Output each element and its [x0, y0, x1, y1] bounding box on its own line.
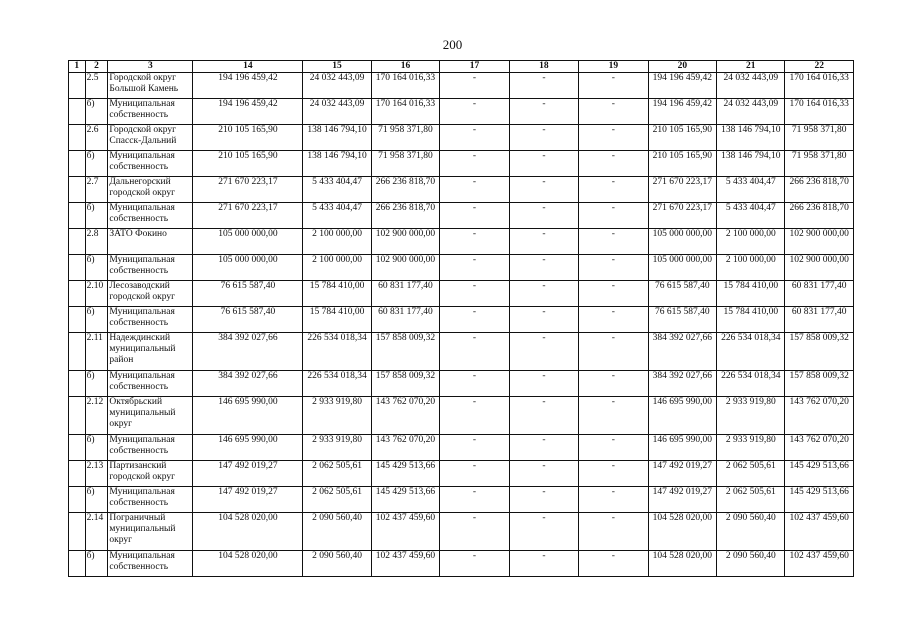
col-21-value: 138 146 794,10	[717, 151, 785, 177]
municipality-name: Городской округ Большой Камень	[108, 73, 193, 99]
col-21-value: 226 534 018,34	[717, 333, 785, 371]
municipality-name: Городской округ Спасск-Дальний	[108, 125, 193, 151]
col-1	[69, 551, 86, 577]
col-22-value: 170 164 016,33	[785, 73, 854, 99]
row-number: б)	[85, 99, 108, 125]
municipality-name: Муниципальная собственность	[108, 487, 193, 513]
col-16-value: 266 236 818,70	[371, 203, 439, 229]
col-19-value: -	[579, 151, 648, 177]
col-15-value: 2 062 505,61	[303, 487, 371, 513]
municipality-name: ЗАТО Фокино	[108, 229, 193, 255]
col-20-value: 271 670 223,17	[648, 177, 716, 203]
row-number: 2.12	[85, 397, 108, 435]
table-row	[69, 125, 854, 151]
table-row	[69, 333, 854, 371]
col-19-value: -	[579, 99, 648, 125]
municipality-name: Дальнегорский городской округ	[108, 177, 193, 203]
col-18-value: -	[509, 125, 578, 151]
col-21-value: 226 534 018,34	[717, 371, 785, 397]
row-number: б)	[85, 203, 108, 229]
table-row	[69, 255, 854, 281]
col-22-value: 102 900 000,00	[785, 255, 854, 281]
col-14-value: 271 670 223,17	[193, 177, 303, 203]
col-16-value: 170 164 016,33	[371, 99, 439, 125]
col-22-value: 145 429 513,66	[785, 487, 854, 513]
table-body	[69, 73, 854, 577]
col-22-value: 145 429 513,66	[785, 461, 854, 487]
col-18-value: -	[509, 513, 578, 551]
col-1	[69, 255, 86, 281]
col-17-value: -	[440, 333, 509, 371]
col-17-value: -	[440, 229, 509, 255]
col-1	[69, 435, 86, 461]
col-19-value: -	[579, 461, 648, 487]
table-row	[69, 151, 854, 177]
col-21-value: 15 784 410,00	[717, 281, 785, 307]
col-18-value: -	[509, 397, 578, 435]
municipality-name: Муниципальная собственность	[108, 307, 193, 333]
col-20-value: 146 695 990,00	[648, 435, 716, 461]
table-row	[69, 513, 854, 551]
col-20-value: 271 670 223,17	[648, 203, 716, 229]
col-19-value: -	[579, 371, 648, 397]
col-20-value: 384 392 027,66	[648, 371, 716, 397]
col-16-value: 170 164 016,33	[371, 73, 439, 99]
col-17-value: -	[440, 461, 509, 487]
column-header-16: 16	[371, 61, 439, 73]
column-header-15: 15	[303, 61, 371, 73]
col-21-value: 2 090 560,40	[717, 513, 785, 551]
col-14-value: 104 528 020,00	[193, 513, 303, 551]
row-number: 2.7	[85, 177, 108, 203]
col-1	[69, 371, 86, 397]
row-number: б)	[85, 151, 108, 177]
col-1	[69, 307, 86, 333]
col-14-value: 271 670 223,17	[193, 203, 303, 229]
col-16-value: 266 236 818,70	[371, 177, 439, 203]
table-row	[69, 73, 854, 99]
col-20-value: 76 615 587,40	[648, 281, 716, 307]
col-16-value: 143 762 070,20	[371, 435, 439, 461]
col-15-value: 5 433 404,47	[303, 177, 371, 203]
col-20-value: 147 492 019,27	[648, 461, 716, 487]
col-17-value: -	[440, 73, 509, 99]
col-19-value: -	[579, 307, 648, 333]
col-16-value: 71 958 371,80	[371, 151, 439, 177]
col-19-value: -	[579, 203, 648, 229]
row-number: б)	[85, 435, 108, 461]
row-number: 2.11	[85, 333, 108, 371]
col-21-value: 24 032 443,09	[717, 73, 785, 99]
col-22-value: 60 831 177,40	[785, 281, 854, 307]
row-number: 2.6	[85, 125, 108, 151]
column-header-19: 19	[579, 61, 648, 73]
table-row	[69, 435, 854, 461]
row-number: 2.14	[85, 513, 108, 551]
municipality-name: Муниципальная собственность	[108, 203, 193, 229]
col-14-value: 146 695 990,00	[193, 435, 303, 461]
col-21-value: 2 933 919,80	[717, 397, 785, 435]
col-18-value: -	[509, 281, 578, 307]
col-22-value: 143 762 070,20	[785, 397, 854, 435]
col-16-value: 102 900 000,00	[371, 255, 439, 281]
col-17-value: -	[440, 551, 509, 577]
column-header-14: 14	[193, 61, 303, 73]
col-19-value: -	[579, 255, 648, 281]
municipality-name: Лесозаводский городской округ	[108, 281, 193, 307]
col-18-value: -	[509, 461, 578, 487]
municipality-name: Муниципальная собственность	[108, 151, 193, 177]
col-14-value: 194 196 459,42	[193, 73, 303, 99]
col-20-value: 146 695 990,00	[648, 397, 716, 435]
column-header-22: 22	[785, 61, 854, 73]
col-21-value: 2 100 000,00	[717, 255, 785, 281]
col-18-value: -	[509, 435, 578, 461]
col-18-value: -	[509, 203, 578, 229]
col-18-value: -	[509, 551, 578, 577]
row-number: б)	[85, 487, 108, 513]
col-17-value: -	[440, 435, 509, 461]
col-14-value: 105 000 000,00	[193, 255, 303, 281]
col-18-value: -	[509, 371, 578, 397]
col-21-value: 2 062 505,61	[717, 487, 785, 513]
row-number: 2.10	[85, 281, 108, 307]
col-20-value: 147 492 019,27	[648, 487, 716, 513]
col-14-value: 384 392 027,66	[193, 333, 303, 371]
col-15-value: 2 062 505,61	[303, 461, 371, 487]
col-22-value: 266 236 818,70	[785, 177, 854, 203]
col-18-value: -	[509, 229, 578, 255]
col-15-value: 15 784 410,00	[303, 307, 371, 333]
col-15-value: 226 534 018,34	[303, 333, 371, 371]
col-20-value: 104 528 020,00	[648, 551, 716, 577]
table-row	[69, 551, 854, 577]
col-20-value: 105 000 000,00	[648, 229, 716, 255]
municipality-name: Муниципальная собственность	[108, 551, 193, 577]
row-number: 2.13	[85, 461, 108, 487]
col-15-value: 138 146 794,10	[303, 125, 371, 151]
municipality-name: Октябрьский муниципальный округ	[108, 397, 193, 435]
col-1	[69, 461, 86, 487]
col-1	[69, 99, 86, 125]
col-21-value: 5 433 404,47	[717, 177, 785, 203]
col-16-value: 157 858 009,32	[371, 333, 439, 371]
municipality-name: Муниципальная собственность	[108, 435, 193, 461]
col-15-value: 24 032 443,09	[303, 73, 371, 99]
col-22-value: 60 831 177,40	[785, 307, 854, 333]
table-row	[69, 397, 854, 435]
col-17-value: -	[440, 397, 509, 435]
col-22-value: 157 858 009,32	[785, 333, 854, 371]
column-header-21: 21	[717, 61, 785, 73]
table-row	[69, 307, 854, 333]
col-1	[69, 177, 86, 203]
col-14-value: 384 392 027,66	[193, 371, 303, 397]
col-19-value: -	[579, 487, 648, 513]
column-header-18: 18	[509, 61, 578, 73]
col-15-value: 226 534 018,34	[303, 371, 371, 397]
col-14-value: 76 615 587,40	[193, 307, 303, 333]
col-21-value: 5 433 404,47	[717, 203, 785, 229]
col-1	[69, 397, 86, 435]
col-18-value: -	[509, 99, 578, 125]
budget-table	[68, 60, 854, 577]
col-22-value: 102 900 000,00	[785, 229, 854, 255]
row-number: б)	[85, 307, 108, 333]
col-16-value: 157 858 009,32	[371, 371, 439, 397]
col-19-value: -	[579, 513, 648, 551]
col-20-value: 194 196 459,42	[648, 73, 716, 99]
col-1	[69, 229, 86, 255]
col-18-value: -	[509, 487, 578, 513]
col-1	[69, 487, 86, 513]
col-21-value: 2 062 505,61	[717, 461, 785, 487]
col-19-value: -	[579, 73, 648, 99]
row-number: б)	[85, 551, 108, 577]
col-22-value: 143 762 070,20	[785, 435, 854, 461]
col-22-value: 157 858 009,32	[785, 371, 854, 397]
col-1	[69, 513, 86, 551]
col-16-value: 71 958 371,80	[371, 125, 439, 151]
col-16-value: 145 429 513,66	[371, 461, 439, 487]
row-number: б)	[85, 371, 108, 397]
col-16-value: 102 437 459,60	[371, 513, 439, 551]
col-17-value: -	[440, 307, 509, 333]
col-22-value: 170 164 016,33	[785, 99, 854, 125]
col-20-value: 104 528 020,00	[648, 513, 716, 551]
col-20-value: 76 615 587,40	[648, 307, 716, 333]
col-20-value: 210 105 165,90	[648, 125, 716, 151]
header-row	[69, 61, 854, 73]
col-22-value: 102 437 459,60	[785, 513, 854, 551]
column-header-2: 2	[85, 61, 108, 73]
col-19-value: -	[579, 397, 648, 435]
col-14-value: 146 695 990,00	[193, 397, 303, 435]
col-18-value: -	[509, 73, 578, 99]
page-number: 200	[442, 37, 463, 52]
col-18-value: -	[509, 151, 578, 177]
col-14-value: 210 105 165,90	[193, 151, 303, 177]
table-row	[69, 461, 854, 487]
col-15-value: 2 933 919,80	[303, 435, 371, 461]
column-header-20: 20	[648, 61, 716, 73]
col-1	[69, 281, 86, 307]
col-22-value: 71 958 371,80	[785, 125, 854, 151]
col-21-value: 138 146 794,10	[717, 125, 785, 151]
table-row	[69, 203, 854, 229]
col-15-value: 15 784 410,00	[303, 281, 371, 307]
municipality-name: Пограничный муниципальный округ	[108, 513, 193, 551]
col-18-value: -	[509, 333, 578, 371]
row-number: 2.8	[85, 229, 108, 255]
col-15-value: 24 032 443,09	[303, 99, 371, 125]
municipality-name: Муниципальная собственность	[108, 371, 193, 397]
col-1	[69, 125, 86, 151]
table-row	[69, 229, 854, 255]
col-14-value: 147 492 019,27	[193, 461, 303, 487]
col-21-value: 2 090 560,40	[717, 551, 785, 577]
col-15-value: 2 100 000,00	[303, 255, 371, 281]
municipality-name: Муниципальная собственность	[108, 255, 193, 281]
col-16-value: 145 429 513,66	[371, 487, 439, 513]
col-20-value: 194 196 459,42	[648, 99, 716, 125]
col-14-value: 147 492 019,27	[193, 487, 303, 513]
col-19-value: -	[579, 551, 648, 577]
col-16-value: 143 762 070,20	[371, 397, 439, 435]
col-19-value: -	[579, 125, 648, 151]
col-16-value: 102 437 459,60	[371, 551, 439, 577]
col-17-value: -	[440, 281, 509, 307]
col-18-value: -	[509, 307, 578, 333]
col-17-value: -	[440, 125, 509, 151]
col-1	[69, 203, 86, 229]
row-number: 2.5	[85, 73, 108, 99]
col-1	[69, 333, 86, 371]
table-row	[69, 177, 854, 203]
col-17-value: -	[440, 255, 509, 281]
col-1	[69, 151, 86, 177]
col-20-value: 105 000 000,00	[648, 255, 716, 281]
col-22-value: 266 236 818,70	[785, 203, 854, 229]
col-14-value: 104 528 020,00	[193, 551, 303, 577]
col-15-value: 2 090 560,40	[303, 551, 371, 577]
col-15-value: 5 433 404,47	[303, 203, 371, 229]
col-17-value: -	[440, 151, 509, 177]
column-header-17: 17	[440, 61, 509, 73]
col-17-value: -	[440, 99, 509, 125]
col-18-value: -	[509, 255, 578, 281]
col-15-value: 2 933 919,80	[303, 397, 371, 435]
col-22-value: 71 958 371,80	[785, 151, 854, 177]
col-15-value: 138 146 794,10	[303, 151, 371, 177]
col-21-value: 2 100 000,00	[717, 229, 785, 255]
col-20-value: 384 392 027,66	[648, 333, 716, 371]
table-row	[69, 487, 854, 513]
municipality-name: Муниципальная собственность	[108, 99, 193, 125]
column-header-3: 3	[108, 61, 193, 73]
col-17-value: -	[440, 513, 509, 551]
column-header-1: 1	[69, 61, 86, 73]
col-16-value: 60 831 177,40	[371, 281, 439, 307]
table-row	[69, 281, 854, 307]
municipality-name: Партизанский городской округ	[108, 461, 193, 487]
col-19-value: -	[579, 177, 648, 203]
col-22-value: 102 437 459,60	[785, 551, 854, 577]
col-18-value: -	[509, 177, 578, 203]
col-1	[69, 73, 86, 99]
col-19-value: -	[579, 229, 648, 255]
col-19-value: -	[579, 435, 648, 461]
col-14-value: 76 615 587,40	[193, 281, 303, 307]
col-16-value: 60 831 177,40	[371, 307, 439, 333]
municipality-name: Надеждинский муниципальный район	[108, 333, 193, 371]
col-14-value: 194 196 459,42	[193, 99, 303, 125]
col-20-value: 210 105 165,90	[648, 151, 716, 177]
col-16-value: 102 900 000,00	[371, 229, 439, 255]
col-17-value: -	[440, 371, 509, 397]
table-row	[69, 371, 854, 397]
col-17-value: -	[440, 487, 509, 513]
col-19-value: -	[579, 281, 648, 307]
col-21-value: 24 032 443,09	[717, 99, 785, 125]
col-21-value: 15 784 410,00	[717, 307, 785, 333]
col-17-value: -	[440, 177, 509, 203]
col-19-value: -	[579, 333, 648, 371]
row-number: б)	[85, 255, 108, 281]
col-15-value: 2 090 560,40	[303, 513, 371, 551]
col-21-value: 2 933 919,80	[717, 435, 785, 461]
col-15-value: 2 100 000,00	[303, 229, 371, 255]
table-row	[69, 99, 854, 125]
col-17-value: -	[440, 203, 509, 229]
col-14-value: 105 000 000,00	[193, 229, 303, 255]
col-14-value: 210 105 165,90	[193, 125, 303, 151]
